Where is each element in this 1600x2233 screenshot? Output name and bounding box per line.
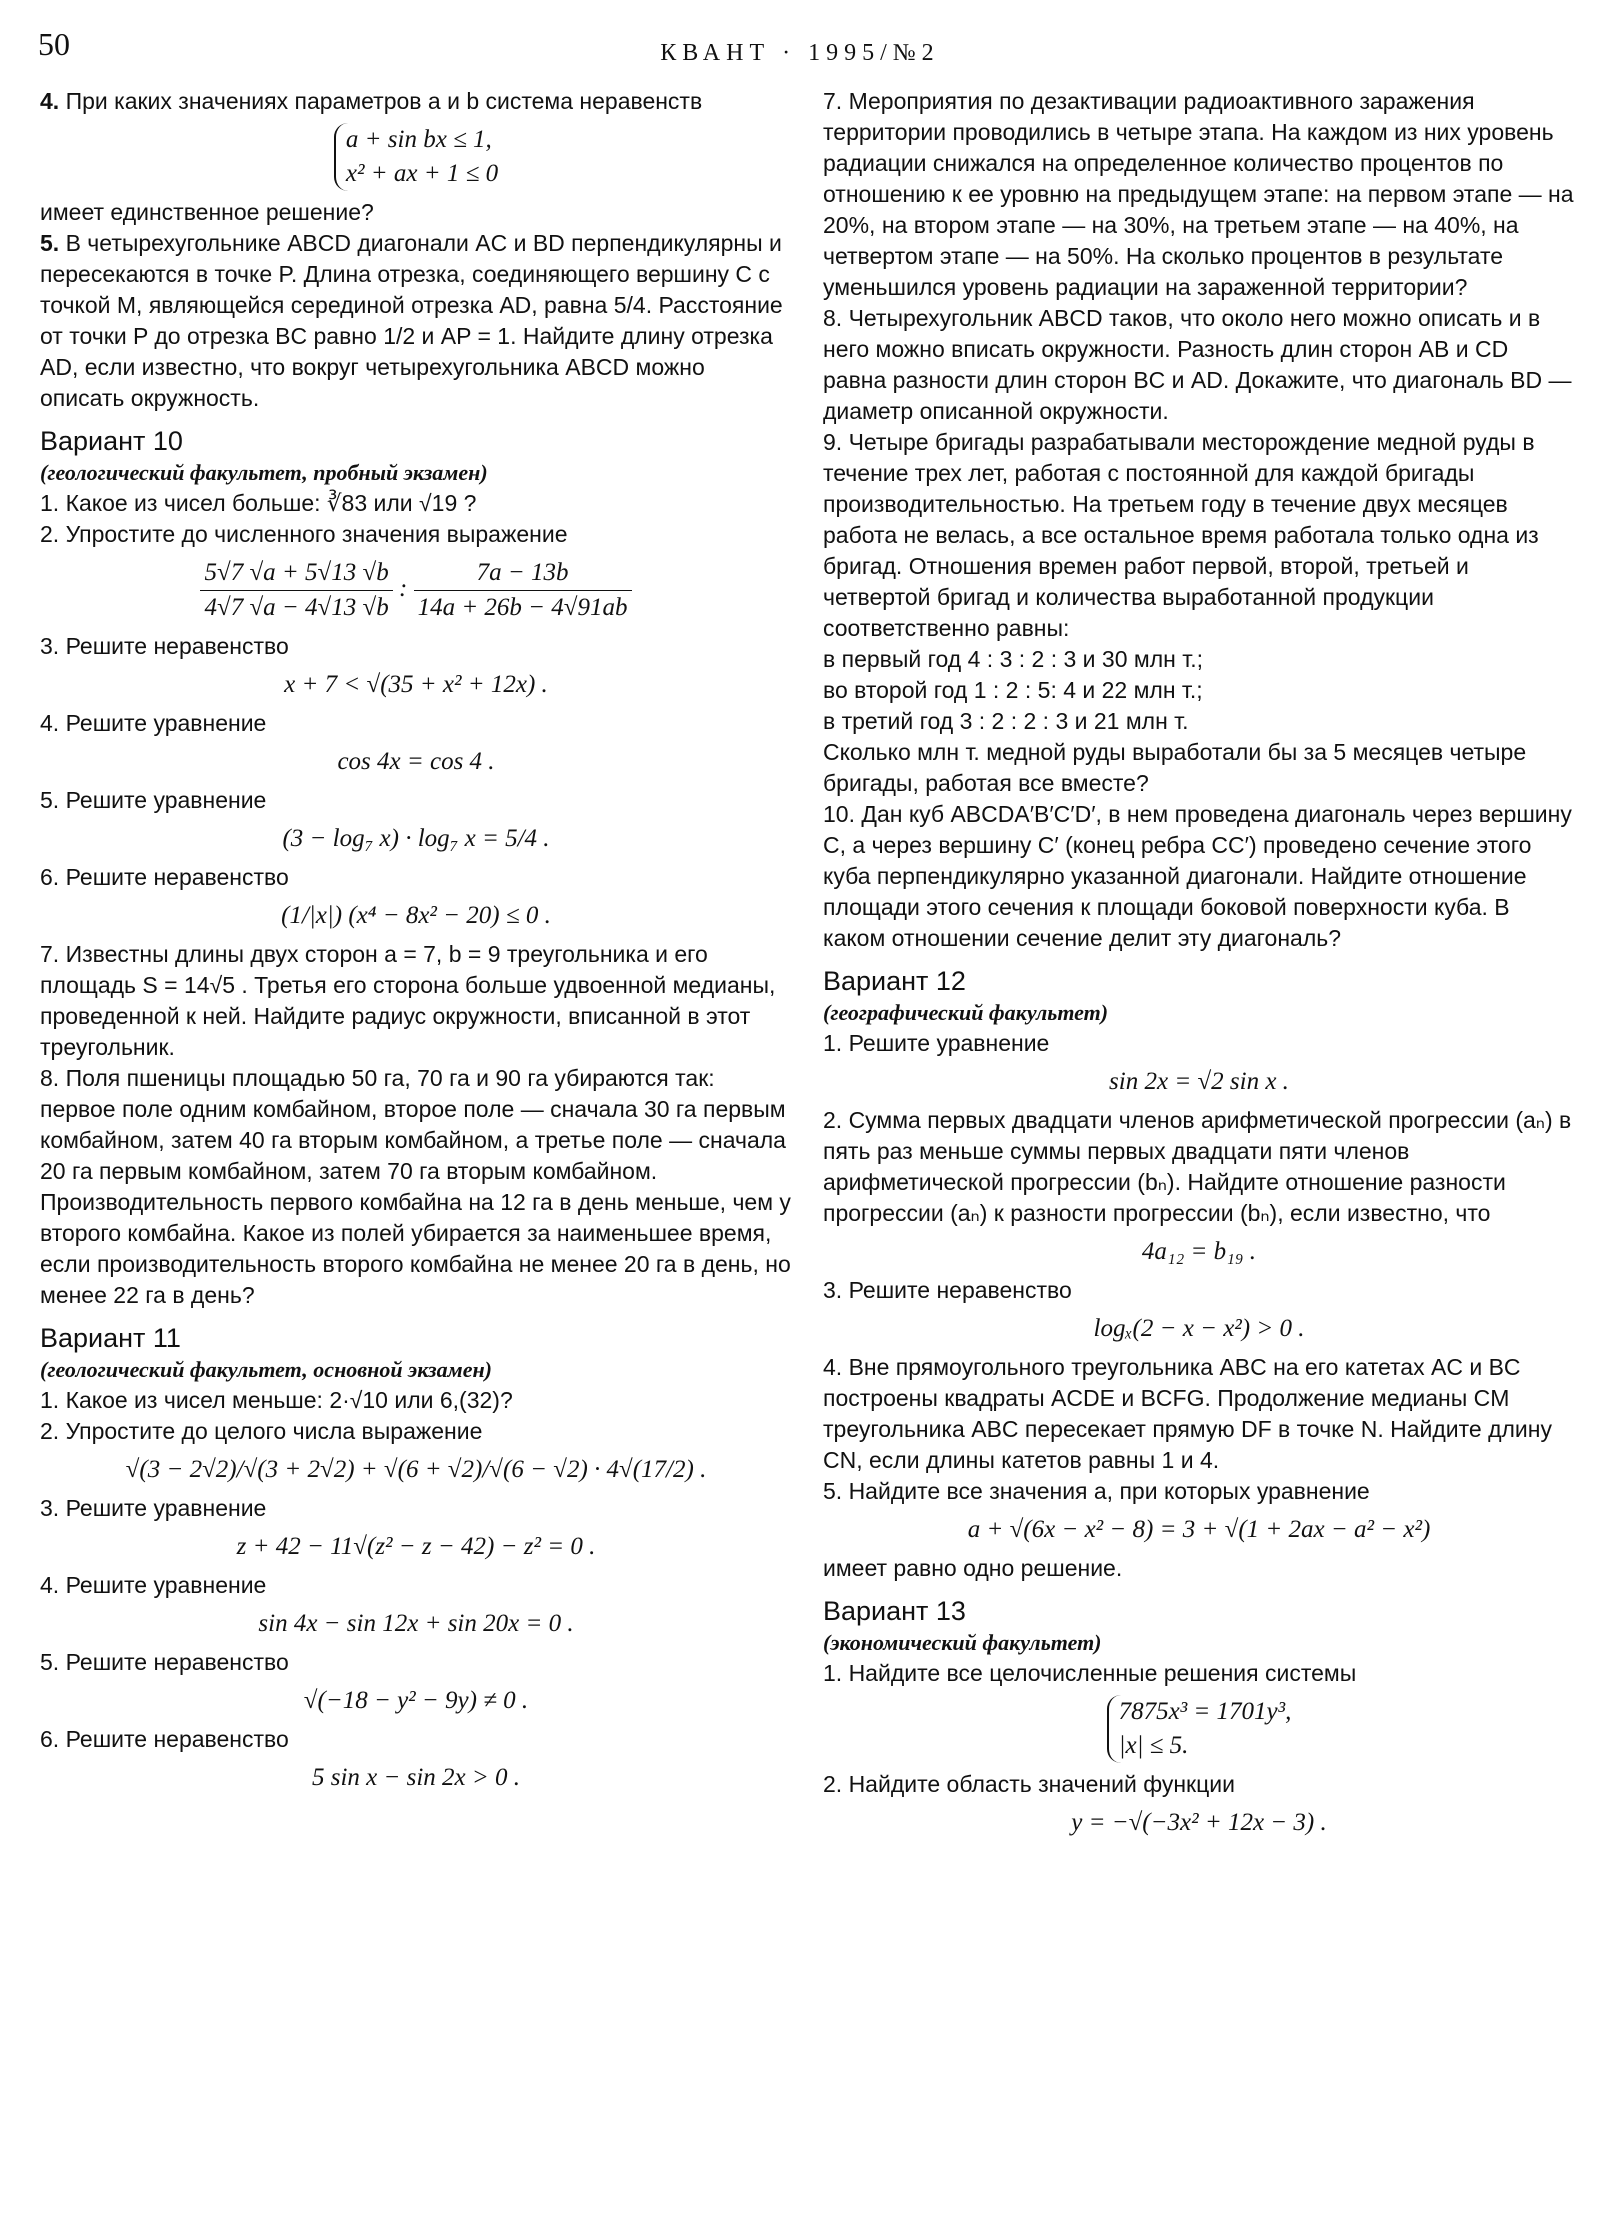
v10-formula-5: (3 − log₇ x) · log₇ x = 5/4 . [282, 825, 550, 852]
denominator: 14a + 26b − 4√91ab [417, 594, 628, 621]
v10-problem-5: 5. Решите уравнение [40, 787, 267, 813]
page-number: 50 [38, 26, 70, 62]
v10-problem-1: 1. Какое из чисел больше: ∛83 или √19 ? [40, 490, 477, 516]
v12-problem-1: 1. Решите уравнение [823, 1030, 1050, 1056]
left-column [40, 86, 792, 1801]
v12-formula-2: 4a₁₂ = b₁₉ . [1141, 1238, 1257, 1265]
v12-formula-1: sin 2x = √2 sin x . [1109, 1068, 1289, 1095]
problem-9-question: Сколько млн т. медной руды выработали бы за 5 месяцев четыре бригады, работая все вместе? [823, 739, 1527, 796]
v10-formula-2 [40, 556, 792, 625]
numerator: 5√7 √a + 5√13 √b [200, 556, 392, 591]
v11-formula-4: sin 4x − sin 12x + sin 20x = 0 . [258, 1610, 574, 1637]
v12-formula-3: logₓ(2 − x − x²) > 0 . [1093, 1315, 1305, 1342]
v11-problem-2: 2. Упростите до целого числа выражение [40, 1418, 483, 1444]
v12-problem-3: 3. Решите неравенство [823, 1277, 1072, 1303]
problem-7: 7. Мероприятия по дезактивации радиоактивного заражения территории проводились в четыре этапа. На каждом из них уровень радиации снижался на определенное количество процентов по отношению к ее уровню на предыдущем этапе: на первом этапе — на 20%, на втором этапе — на 30%, на третьем этапе — на 40%, на четвертом этапе — на 50%. На сколько процентов в результате уменьшился уровень радиации на зараженной территории? [823, 88, 1574, 300]
section-title-variant-10: Вариант 10 [40, 426, 183, 456]
problem-9-line-3: в третий год 3 : 2 : 2 : 3 и 21 млн т. [823, 708, 1189, 734]
section-subtitle-variant-12: (географический факультет) [823, 1000, 1109, 1025]
v13-formula-2: y = −√(−3x² + 12x − 3) . [1071, 1809, 1327, 1836]
denominator: 4√7 √a − 4√13 √b [204, 594, 389, 621]
problem-10: 10. Дан куб ABCDA′B′C′D′, в нем проведена диагональ через вершину C, а через вершину C′ (конец ребра CC′) проведено сечение этого куба перпендикулярно указанной диагонали. Найдите отношение площади этого сечения к площади боковой поверхности куба. В каком отношении сечение делит эту диагональ? [823, 801, 1572, 951]
v12-problem-4: 4. Вне прямоугольного треугольника ABC на его катетах AC и BC построены квадраты ACDE и BCFG. Продолжение медианы CM треугольника ABC пересекает прямую DF в точке N. Найдите длину CN, если длины катетов равны 1 и 4. [823, 1354, 1552, 1473]
v12-formula-5: a + √(6x − x² − 8) = 3 + √(1 + 2ax − a² − x²) [967, 1516, 1431, 1543]
v11-problem-1: 1. Какое из чисел меньше: 2·√10 или 6,(32)? [40, 1387, 513, 1413]
section-title-variant-13: Вариант 13 [823, 1596, 966, 1626]
v10-formula-3: x + 7 < √(35 + x² + 12x) . [284, 671, 548, 698]
problem-text: При каких значениях параметров a и b система неравенств [65, 88, 703, 114]
v10-formula-4: cos 4x = cos 4 . [337, 748, 495, 775]
system-line-2: |x| ≤ 5. [1118, 1732, 1189, 1759]
fraction [414, 556, 632, 625]
system-line-1: a + sin bx ≤ 1, [345, 126, 492, 153]
v12-problem-5: 5. Найдите все значения a, при которых уравнение [823, 1478, 1370, 1504]
system-line-1: 7875x³ = 1701y³, [1118, 1698, 1292, 1725]
v11-problem-5: 5. Решите неравенство [40, 1649, 289, 1675]
v11-problem-4: 4. Решите уравнение [40, 1572, 267, 1598]
section-subtitle-variant-10: (геологический факультет, пробный экзамен) [40, 460, 488, 485]
v11-formula-2: √(3 − 2√2)/√(3 + 2√2) + √(6 + √2)/√(6 − √2) · 4√(17/2) . [125, 1456, 707, 1483]
v11-formula-3: z + 42 − 11√(z² − z − 42) − z² = 0 . [236, 1533, 596, 1560]
problem-8: 8. Четырехугольник ABCD таков, что около него можно описать и в него можно вписать окружности. Разность длин сторон AB и CD равна разности длин сторон BC и AD. Докажите, что диагональ BD — диаметр описанной окружности. [823, 305, 1572, 424]
v11-problem-3: 3. Решите уравнение [40, 1495, 267, 1521]
v12-problem-5-tail: имеет равно одно решение. [823, 1555, 1123, 1581]
problem-4-tail: имеет единственное решение? [40, 199, 374, 225]
problem-number: 5. [40, 230, 60, 256]
system-brace [334, 123, 498, 191]
section-subtitle-variant-13: (экономический факультет) [823, 1630, 1102, 1655]
problem-text: В четырехугольнике ABCD диагонали AC и BD перпендикулярны и пересекаются в точке P. Длина отрезка, соединяющего вершину C с точкой M, являющейся серединой отрезка AD, равна 5/4. Расстояние от точки P до отрезка BC равно 1/2 и AP = 1. Найдите длину отрезка AD, если известно, что вокруг четырехугольника ABCD можно описать окружность. [40, 230, 783, 411]
v13-problem-1: 1. Найдите все целочисленные решения системы [823, 1660, 1357, 1686]
section-title-variant-11: Вариант 11 [40, 1323, 181, 1353]
system-line-2: x² + ax + 1 ≤ 0 [345, 160, 499, 187]
v10-formula-6: (1/|x|) (x⁴ − 8x² − 20) ≤ 0 . [281, 902, 551, 929]
running-head: КВАНТ · 1995/№2 [660, 40, 940, 66]
colon: : [398, 575, 408, 603]
problem-9-line-2: во второй год 1 : 2 : 5: 4 и 22 млн т.; [823, 677, 1203, 703]
problem-5 [40, 228, 792, 414]
formula-system-4 [40, 123, 792, 191]
problem-9-line-1: в первый год 4 : 3 : 2 : 3 и 30 млн т.; [823, 646, 1203, 672]
right-column [823, 86, 1575, 1846]
v10-problem-8: 8. Поля пшеницы площадью 50 га, 70 га и 90 га убираются так: первое поле одним комбайном, второе поле — сначала 30 га первым комбайном, затем 40 га вторым комбайном, а третье поле — сначала 20 га первым комбайном, затем 70 га вторым комбайном. Производительность первого комбайна на 12 га в день меньше, чем у второго комбайна. Какое из полей убирается за наименьшее время, если производительность второго комбайна не менее 20 га в день, но менее 22 га в день? [40, 1065, 791, 1308]
numerator: 7a − 13b [414, 556, 632, 591]
problem-number: 4. [40, 88, 60, 114]
fraction [200, 556, 392, 625]
v13-problem-2: 2. Найдите область значений функции [823, 1771, 1235, 1797]
v10-problem-6: 6. Решите неравенство [40, 864, 289, 890]
v11-formula-6: 5 sin x − sin 2x > 0 . [311, 1764, 521, 1791]
section-title-variant-12: Вариант 12 [823, 966, 966, 996]
v11-formula-5: √(−18 − y² − 9y) ≠ 0 . [303, 1687, 529, 1714]
v11-problem-6: 6. Решите неравенство [40, 1726, 289, 1752]
v10-problem-3: 3. Решите неравенство [40, 633, 289, 659]
v13-formula-1 [823, 1695, 1575, 1763]
v10-problem-2: 2. Упростите до численного значения выражение [40, 521, 568, 547]
section-subtitle-variant-11: (геологический факультет, основной экзамен) [40, 1357, 493, 1382]
v10-problem-7: 7. Известны длины двух сторон a = 7, b = 9 треугольника и его площадь S = 14√5 . Третья его сторона больше удвоенной медианы, проведенной к ней. Найдите радиус окружности, вписанной в этот треугольник. [40, 941, 776, 1060]
problem-9: 9. Четыре бригады разрабатывали месторождение медной руды в течение трех лет, работая с постоянной для каждой бригады производительностью. На третьем году в течение двух месяцев работа не велась, а все остальное время работала только одна из бригад. Отношения времен работ первой, второй, третьей и четвертой бригад и количества выработанной продукции соответственно равны: [823, 429, 1539, 641]
v12-problem-2: 2. Сумма первых двадцати членов арифметической прогрессии (aₙ) в пять раз меньше суммы первых двадцати пяти членов арифметической прогрессии (bₙ). Найдите отношение разности прогрессии (aₙ) к разности прогрессии (bₙ), если известно, что [823, 1107, 1572, 1226]
system-brace [1107, 1695, 1292, 1763]
v10-problem-4: 4. Решите уравнение [40, 710, 267, 736]
problem-4-intro [40, 86, 792, 117]
